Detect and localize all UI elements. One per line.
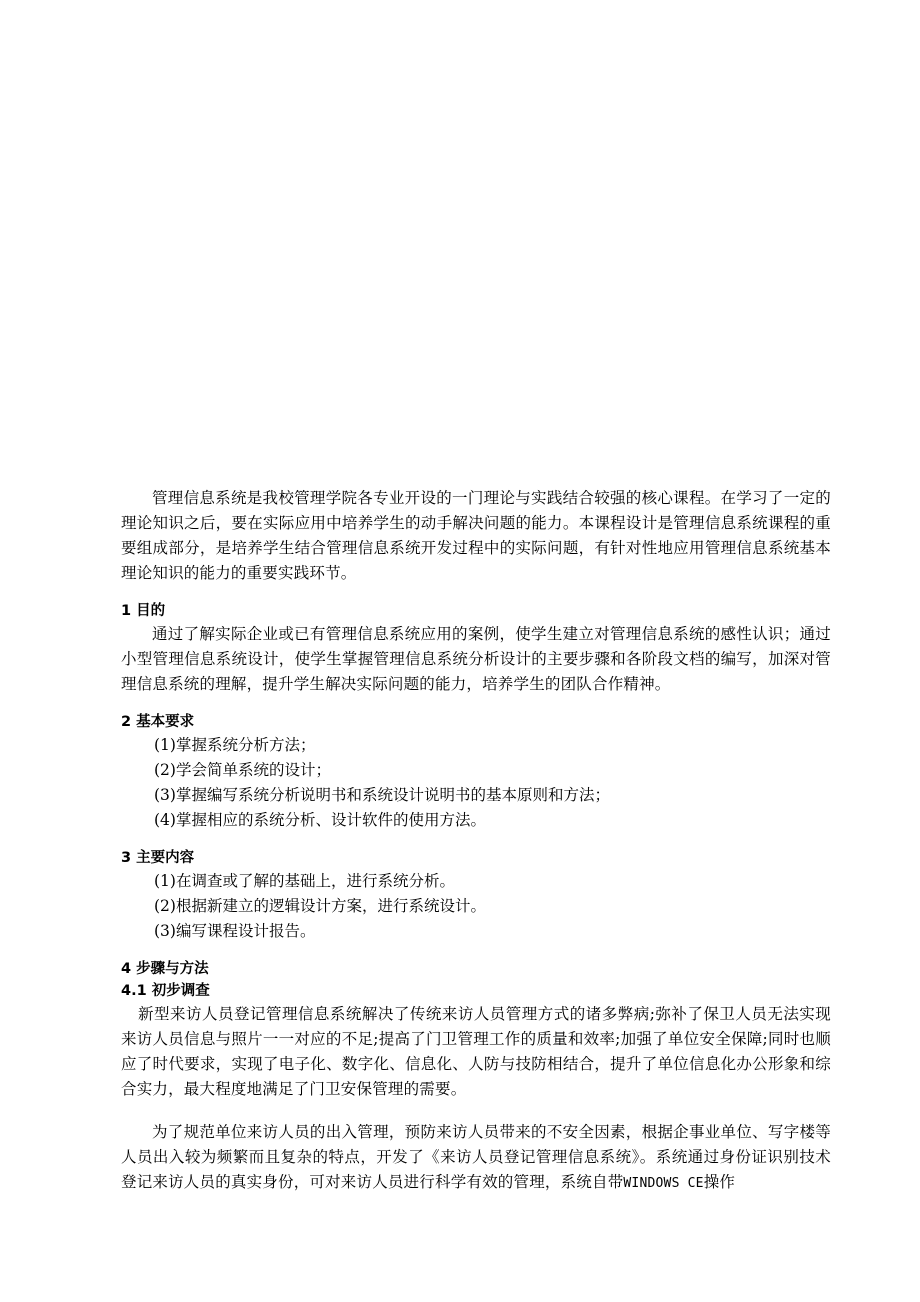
requirements-list [121,733,831,833]
list-item: (4)掌握相应的系统分析、设计软件的使用方法。 [154,811,486,829]
section-heading-requirements: 2 基本要求 [121,714,195,730]
content-list [121,869,831,944]
section-heading-content: 3 主要内容 [121,850,195,866]
section-heading-purpose: 1 目的 [121,603,166,619]
list-item: (2)根据新建立的逻辑设计方案，进行系统设计。 [154,897,486,915]
list-item: (2)学会简单系统的设计； [154,761,331,779]
steps-paragraph-2-text: 为了规范单位来访人员的出入管理，预防来访人员带来的不安全因素，根据企事业单位、写字楼等人员出入较为频繁而且复杂的特点，开发了《来访人员登记管理信息系统》。系统通过身份证识别技术登记来访人员的真实身份，可对来访人员进行科学有效的管理，系统自带 [121,1123,831,1191]
list-item: (1)掌握系统分析方法； [154,736,316,754]
steps-paragraph-2 [121,1120,831,1196]
steps-paragraph-2-tail: 操作 [703,1173,736,1191]
intro-paragraph: 管理信息系统是我校管理学院各专业开设的一门理论与实践结合较强的核心课程。在学习了一定的理论知识之后，要在实际应用中培养学生的动手解决问题的能力。本课程设计是管理信息系统课程的重要组成部分，是培养学生结合管理信息系统开发过程中的实际问题，有针对性地应用管理信息系统基本理论知识的能力的重要实践环节。 [121,489,831,582]
steps-paragraph-2-os-name: WINDOWS CE [623,1176,704,1191]
purpose-paragraph: 通过了解实际企业或已有管理信息系统应用的案例，使学生建立对管理信息系统的感性认识；通过小型管理信息系统设计，使学生掌握管理信息系统分析设计的主要步骤和各阶段文档的编写，加深对管理信息系统的理解，提升学生解决实际问题的能力，培养学生的团队合作精神。 [121,625,831,693]
section-heading-steps: 4 步骤与方法 [121,961,209,977]
list-item: (1)在调查或了解的基础上，进行系统分析。 [154,872,455,890]
steps-paragraph-1: 新型来访人员登记管理信息系统解决了传统来访人员管理方式的诸多弊病;弥补了保卫人员无法实现来访人员信息与照片一一对应的不足;提高了门卫管理工作的质量和效率;加强了单位安全保障;同时也顺应了时代要求，实现了电子化、数字化、信息化、人防与技防相结合，提升了单位信息化办公形象和综合实力，最大程度地满足了门卫安保管理的需要。 [121,1005,831,1098]
subsection-heading-initial-survey: 4.1 初步调查 [121,983,210,999]
list-item: (3)编写课程设计报告。 [154,922,316,940]
list-item: (3)掌握编写系统分析说明书和系统设计说明书的基本原则和方法； [154,786,610,804]
paragraph-gap [121,1102,831,1120]
document-body [121,486,831,1196]
